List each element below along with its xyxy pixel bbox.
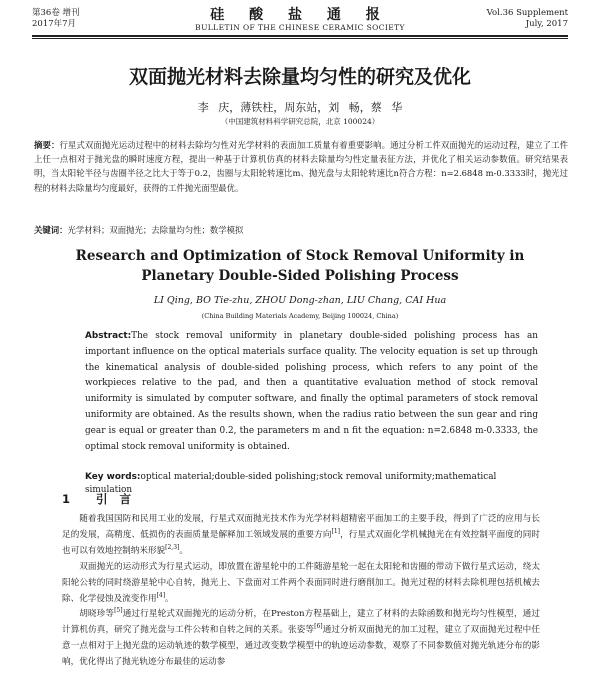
body-text-run: 胡晓珍等 xyxy=(79,609,115,620)
date-en: July, 2017 xyxy=(525,19,568,29)
body-text-run: 通过行星轮式双面抛光的运动分析，在Preston方程基础上，建立了材料的去除函数和抛光均匀性模型，通过计算机仿真，研究了抛光盘与工件公转和自转之间的关系。张姿等 xyxy=(62,609,540,636)
keywords-en-label: Key words: xyxy=(85,472,141,482)
body-text-run: 随着我国国防和民用工业的发展，行星式双面抛光技术作为光学材料超精密平面加工的主要手段，得到了广泛的应用与长足的发展，高精度、低损伤的表面质量是解释加工领域发展的重要方向 xyxy=(62,514,540,540)
abstract-cn-text: 行星式双面抛光运动过程中的材料去除均匀性对光学材料的表面加工质量有着重要影响。通过分析工件双面抛光的运动过程，建立了工件上任一点相对于抛光盘的瞬时速度方程，提出一种基于计算机仿真的材料去除量均匀性定量表征方法，并优化了相关运动参数值。研究结果表明，当太阳轮半径与齿圈半径之比大于等于0.2，齿圈与太阳轮转速比m、抛光盘与太阳轮转速比n符合方程：n=2.6848 m-0.3333时，抛光过程的材料去除量均匀度最好，获得的工件抛光面型最优。 xyxy=(34,140,568,193)
journal-name-en: BULLETIN OF THE CHINESE CERAMIC SOCIETY xyxy=(195,23,405,32)
running-header xyxy=(32,8,568,34)
citation-ref: [4] xyxy=(156,591,166,599)
header-right xyxy=(487,8,568,30)
body-text-run: 。 xyxy=(179,545,188,556)
keywords-cn-text: 光学材料；双面抛光；去除量均匀性；数学模拟 xyxy=(67,225,244,235)
abstract-en-text: The stock removal uniformity in planetary double-sided polishing process has an important influence on the optical materials surface quality. The velocity equation is set up through the kinematical analysis of double-sided polishing process, which refers to any point of the workpieces relative to the pad, and then a quantitative evaluation method of stock removal uniformity is simulated by computer software, and finally the optimal parameters of stock removal uniformity are obtained. As the results shown, when the radius ratio between the sun gear and ring gear is equal or greater than 0.2, the parameters m and n fit the equation: n=2.6848 m-0.3333, the optimal stock removal uniformity is obtained. xyxy=(85,331,538,452)
body-paragraph xyxy=(62,560,540,608)
body-paragraph xyxy=(62,512,540,560)
citation-ref: [6] xyxy=(314,623,323,631)
authors-cn: 李 庆，薄铁柱，周东站，刘 畅，蔡 华 xyxy=(197,101,403,114)
keywords-cn xyxy=(34,224,568,236)
authors-en: LI Qing, BO Tie-zhu, ZHOU Dong-zhan, LIU Chang, CAI Hua xyxy=(153,295,447,306)
header-rule-thick xyxy=(32,35,568,37)
header-rule-thin xyxy=(32,38,568,39)
paper-title-cn: 双面抛光材料去除量均匀性的研究及优化 xyxy=(128,66,471,88)
abstract-en-label: Abstract: xyxy=(85,331,132,341)
section-title: 引言 xyxy=(96,492,144,506)
citation-ref: [2,3] xyxy=(165,543,180,551)
abstract-cn-label: 摘要： xyxy=(34,140,60,150)
citation-ref: [1] xyxy=(331,528,341,536)
journal-name-cn: 硅 酸 盐 通 报 xyxy=(210,7,390,23)
abstract-en xyxy=(85,329,538,455)
body-text-run: ，行星式双面化学机械抛光在有效控制平面度的同时也可以有效地控制纳米形貌 xyxy=(62,529,540,556)
affiliation-cn: （中国建筑材料科学研究总院，北京 100024） xyxy=(220,117,380,126)
volume-en: Vol.36 Supplement xyxy=(486,8,568,18)
paper-title-en: Research and Optimization of Stock Removal Uniformity in Planetary Double-Sided Polishing Process xyxy=(75,248,525,284)
citation-ref: [5] xyxy=(114,607,123,615)
date-cn: 2017年7月 xyxy=(32,19,77,29)
affiliation-en: (China Building Materials Academy, Beijing 100024, China) xyxy=(201,312,399,320)
abstract-cn xyxy=(34,138,568,195)
body-text-run: 通过分析双面抛光的加工过程，建立了双面抛光过程中任意一点相对于上抛光盘的运动轨迹的数学模型，通过改变数学模型中的轨迹运动参数，观察了不同参数值对抛光轨迹分布的影响，优化得出了抛光轨迹分布最佳的运动参 xyxy=(62,625,540,668)
body-text xyxy=(62,512,540,671)
section-heading xyxy=(62,491,143,507)
keywords-en xyxy=(85,471,540,497)
body-paragraph xyxy=(62,607,540,671)
body-text-run: 。 xyxy=(165,593,174,604)
section-number: 1 xyxy=(62,492,71,506)
body-text-run: 双面抛光的运动形式为行星式运动，即放置在游星轮中的工件随游星轮一起在太阳轮和齿圈的带动下做行星式运动，绕太阳轮公转的同时绕游星轮中心自转，抛光上、下盘面对工件两个表面同时进行磨削加工。抛光过程的材料去除机理包括机械去除、化学侵蚀及流变作用 xyxy=(62,561,540,604)
keywords-cn-label: 关键词： xyxy=(34,225,68,235)
keywords-en-text: optical material;double-sided polishing;stock removal uniformity;mathematical simulation xyxy=(85,472,497,495)
volume-cn: 第36卷 增刊 xyxy=(32,8,80,18)
